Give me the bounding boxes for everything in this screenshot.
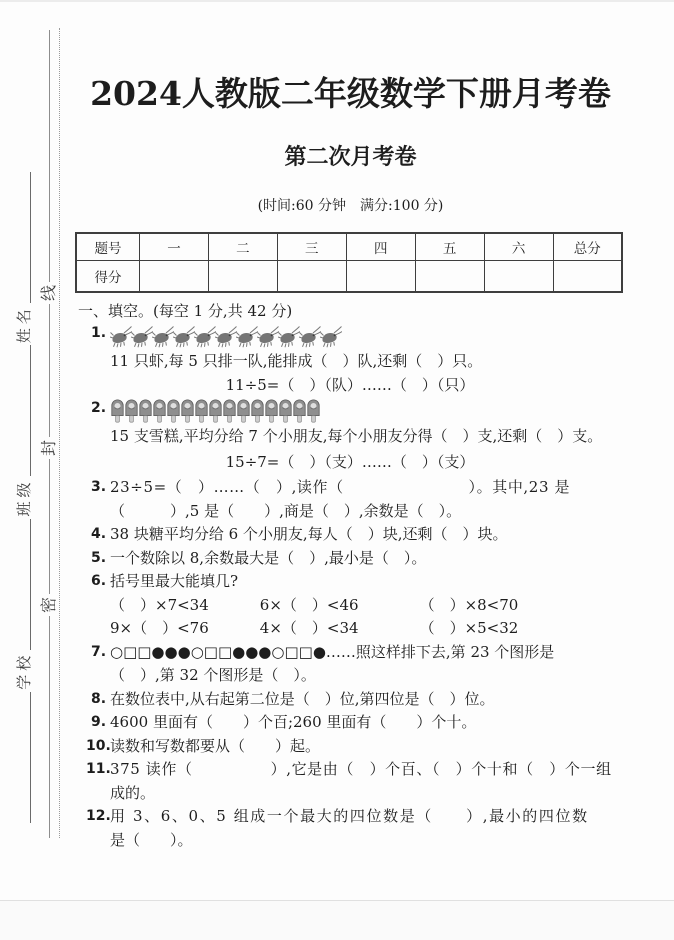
question-line: 用 3、6、0、5 组成一个最大的四位数是（ ）,最小的四位数 bbox=[110, 807, 589, 825]
seal-line-rule bbox=[49, 30, 50, 838]
score-table-col-2: 二 bbox=[208, 233, 277, 261]
expression: 6×（ ）<46 bbox=[259, 595, 359, 614]
shrimp-icon bbox=[215, 325, 237, 348]
shrimp-icon bbox=[173, 325, 195, 348]
seal-char-mi: 密 bbox=[39, 594, 59, 616]
dotted-cut-line bbox=[59, 28, 60, 838]
question-1 bbox=[78, 322, 623, 397]
question-number: 2. bbox=[91, 400, 107, 416]
class-label: 班级 bbox=[15, 478, 33, 517]
expression: （ ）×8<70 bbox=[419, 595, 519, 614]
name-blank-line bbox=[26, 345, 31, 476]
popsicle-icon bbox=[278, 398, 293, 424]
score-table-col-6: 六 bbox=[484, 233, 553, 261]
question-line: （ ）,第 32 个图形是（ ）。 bbox=[110, 666, 316, 684]
question-number: 11. bbox=[86, 761, 111, 777]
popsicle-icon bbox=[166, 398, 181, 424]
question-number: 6. bbox=[91, 573, 107, 589]
school-label: 学校 bbox=[15, 651, 33, 690]
paper-subtitle: 第二次月考卷 bbox=[284, 144, 417, 170]
main-content bbox=[78, 58, 623, 852]
popsicle-icon-row bbox=[110, 397, 623, 425]
question-line: 括号里最大能填几? bbox=[110, 572, 239, 590]
student-info-strip bbox=[8, 170, 34, 825]
question-number: 3. bbox=[91, 479, 107, 495]
question-line: 11 只虾,每 5 只排一队,能排成（ ）队,还剩（ ）只。 bbox=[110, 352, 483, 370]
popsicle-icon bbox=[250, 398, 265, 424]
question-line: 4600 里面有（ ）个百;260 里面有（ ）个十。 bbox=[110, 713, 477, 731]
question-11 bbox=[78, 758, 623, 805]
name-label: 姓名 bbox=[15, 305, 33, 344]
score-table bbox=[75, 232, 623, 293]
question-9 bbox=[78, 711, 623, 735]
popsicle-icon bbox=[194, 398, 209, 424]
popsicle-icon bbox=[264, 398, 279, 424]
section-heading: 一、填空。(每空 1 分,共 42 分) bbox=[78, 302, 293, 320]
popsicle-icon bbox=[110, 398, 125, 424]
question-number: 4. bbox=[91, 526, 107, 542]
school-blank-line bbox=[26, 692, 31, 823]
score-table-col-5: 五 bbox=[415, 233, 484, 261]
question-3 bbox=[78, 476, 623, 523]
question-8 bbox=[78, 688, 623, 712]
popsicle-icon bbox=[138, 398, 153, 424]
shrimp-icon bbox=[299, 325, 321, 348]
popsicle-icon bbox=[152, 398, 167, 424]
question-2 bbox=[78, 397, 623, 474]
question-number: 12. bbox=[86, 808, 111, 824]
question-line: 在数位表中,从右起第二位是（ ）位,第四位是（ ）位。 bbox=[110, 689, 495, 708]
question-number: 1. bbox=[91, 325, 107, 341]
score-cell-total bbox=[553, 261, 622, 293]
page-bottom-edge bbox=[0, 900, 674, 940]
score-table-header-row bbox=[76, 233, 622, 261]
question-10 bbox=[78, 735, 623, 759]
popsicle-icon bbox=[292, 398, 307, 424]
question-number: 9. bbox=[91, 714, 107, 730]
question-7 bbox=[78, 641, 623, 688]
score-table-col-3: 三 bbox=[277, 233, 346, 261]
question-line: 成的。 bbox=[110, 783, 156, 802]
score-cell bbox=[208, 261, 277, 293]
question-4 bbox=[78, 523, 623, 547]
question-number: 7. bbox=[91, 643, 107, 660]
popsicle-icon bbox=[306, 398, 321, 424]
shrimp-icon-row bbox=[110, 322, 623, 350]
question-line: 一个数除以 8,余数最大是（ ）,最小是（ ）。 bbox=[110, 548, 427, 567]
shrimp-icon bbox=[257, 325, 279, 348]
paper-title: 2024人教版二年级数学下册月考卷 bbox=[90, 74, 611, 113]
question-line: 38 块糖平均分给 6 个小朋友,每人（ ）块,还剩（ ）块。 bbox=[110, 525, 508, 543]
question-line: 15 支雪糕,平均分给 7 个小朋友,每个小朋友分得（ ）支,还剩（ ）支。 bbox=[110, 427, 603, 445]
expression: （ ）×5<32 bbox=[419, 619, 519, 637]
question-line: 375 读作（ ）,它是由（ ）个百、（ ）个十和（ ）个一组 bbox=[110, 760, 612, 778]
seal-char-xian: 线 bbox=[39, 282, 59, 304]
score-cell bbox=[484, 261, 553, 293]
question-number: 5. bbox=[91, 549, 107, 566]
shrimp-icon bbox=[131, 325, 153, 348]
question-formula: 15÷7=（ ）（支）……（ ）（支） bbox=[225, 452, 475, 471]
question-line: 23÷5=（ ）……（ ）,读作（ ）。其中,23 是 bbox=[110, 478, 571, 496]
question-6 bbox=[78, 570, 623, 641]
expression: 9×（ ）<76 bbox=[110, 619, 209, 637]
question-5 bbox=[78, 547, 623, 571]
shrimp-icon bbox=[320, 325, 342, 348]
seal-char-feng: 封 bbox=[39, 437, 59, 459]
score-table-header-label: 题号 bbox=[76, 233, 140, 261]
score-table-col-1: 一 bbox=[140, 233, 209, 261]
name-blank-line-2 bbox=[26, 172, 31, 303]
fill-max-row-2 bbox=[110, 617, 623, 641]
score-table-col-4: 四 bbox=[346, 233, 415, 261]
shrimp-icon bbox=[236, 325, 258, 348]
popsicle-icon bbox=[124, 398, 139, 424]
shrimp-icon bbox=[110, 325, 132, 348]
question-12 bbox=[78, 805, 623, 852]
score-table-score-row bbox=[76, 261, 622, 293]
time-score-info: (时间:60 分钟 满分:100 分) bbox=[257, 198, 444, 214]
question-number: 8. bbox=[91, 690, 107, 707]
shrimp-icon bbox=[152, 325, 174, 348]
page-top-edge bbox=[0, 0, 674, 2]
expression: 4×（ ）<34 bbox=[259, 619, 359, 637]
score-row-label: 得分 bbox=[76, 261, 140, 293]
popsicle-icon bbox=[222, 398, 237, 424]
class-blank-line bbox=[26, 519, 31, 650]
popsicle-icon bbox=[236, 398, 251, 424]
question-line: 是（ ）。 bbox=[110, 830, 193, 849]
score-cell bbox=[346, 261, 415, 293]
shrimp-icon bbox=[278, 325, 300, 348]
score-cell bbox=[277, 261, 346, 293]
score-table-total-label: 总分 bbox=[553, 233, 622, 261]
question-line: （ ）,5 是（ ）,商是（ ）,余数是（ ）。 bbox=[110, 501, 462, 520]
question-formula: 11÷5=（ ）（队）……（ ）（只） bbox=[225, 375, 475, 394]
expression: （ ）×7<34 bbox=[110, 595, 209, 614]
question-line: 读数和写数都要从（ ）起。 bbox=[110, 736, 321, 755]
question-line: ○□□●●●○□□●●●○□□●……照这样排下去,第 23 个图形是 bbox=[110, 642, 555, 661]
fill-max-row-1 bbox=[110, 594, 623, 618]
score-cell bbox=[140, 261, 209, 293]
popsicle-icon bbox=[180, 398, 195, 424]
score-cell bbox=[415, 261, 484, 293]
popsicle-icon bbox=[208, 398, 223, 424]
question-number: 10. bbox=[86, 737, 111, 754]
shrimp-icon bbox=[194, 325, 216, 348]
